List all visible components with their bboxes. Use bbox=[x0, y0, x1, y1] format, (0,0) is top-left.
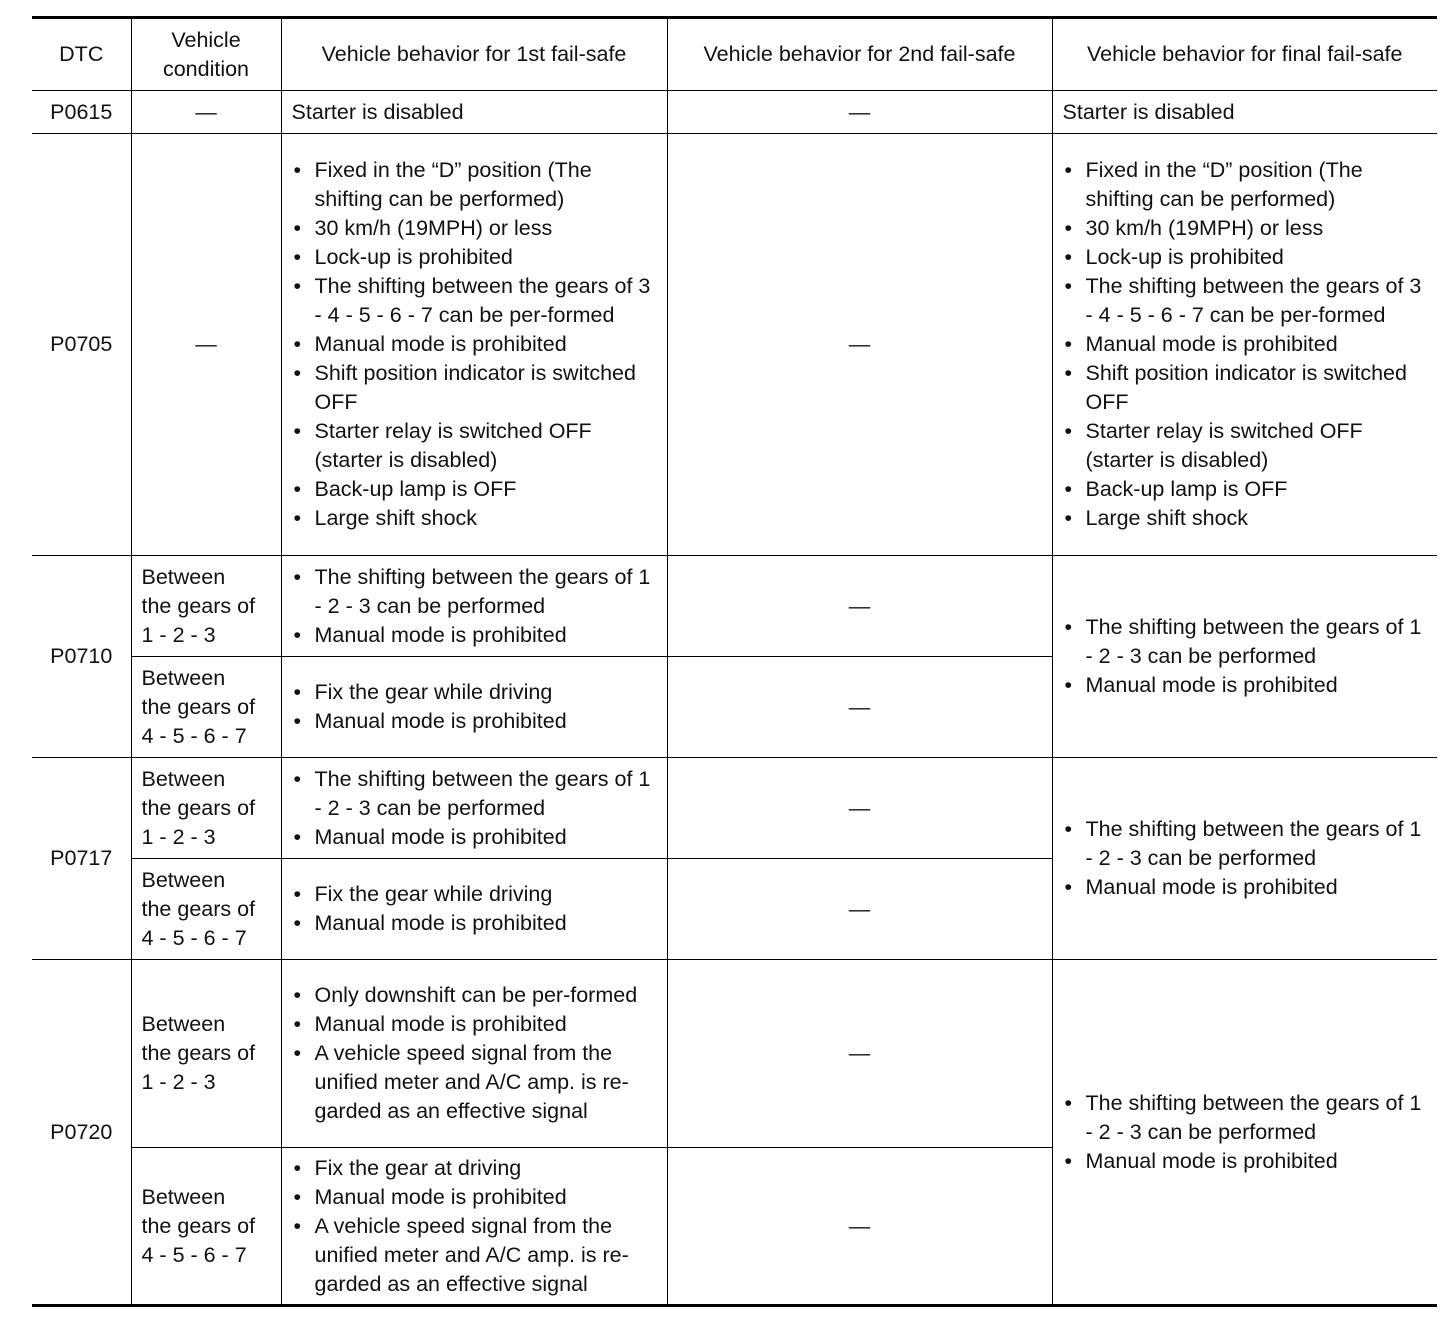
header-second-fail-safe: Vehicle behavior for 2nd fail-safe bbox=[667, 18, 1052, 91]
header-first-fail-safe: Vehicle behavior for 1st fail-safe bbox=[281, 18, 667, 91]
header-dtc: DTC bbox=[32, 18, 131, 91]
bullet-item: • Manual mode is prohibited bbox=[292, 823, 657, 852]
second-fail-safe-text: — bbox=[667, 859, 1052, 960]
second-fail-safe-text: — bbox=[667, 556, 1052, 657]
bullet-item: • Fix the gear while driving bbox=[292, 678, 657, 707]
bullet-item: • Back-up lamp is OFF bbox=[292, 475, 657, 504]
bullet-item: • Manual mode is prohibited bbox=[1063, 873, 1428, 902]
vehicle-condition: Between the gears of 1 - 2 - 3 bbox=[131, 758, 281, 859]
bullet-item: • Starter relay is switched OFF (starter is disabled) bbox=[292, 417, 657, 475]
dtc-code: P0717 bbox=[32, 758, 131, 960]
bullet-item: • The shifting between the gears of 1 - 2 - 3 can be performed bbox=[1063, 1089, 1428, 1147]
bullet-item: • Manual mode is prohibited bbox=[292, 621, 657, 650]
second-fail-safe-text: — bbox=[667, 1148, 1052, 1306]
table-row-p0710-a bbox=[32, 556, 1437, 657]
bullet-item: • Shift position indicator is switched OFF bbox=[1063, 359, 1428, 417]
bullet-item: • Manual mode is prohibited bbox=[292, 909, 657, 938]
first-fail-safe-list bbox=[281, 657, 667, 758]
vehicle-condition: Between the gears of 4 - 5 - 6 - 7 bbox=[131, 1148, 281, 1306]
bullet-item: • Shift position indicator is switched OFF bbox=[292, 359, 657, 417]
bullet-item: • The shifting between the gears of 1 - 2 - 3 can be performed bbox=[1063, 815, 1428, 873]
bullet-item: • Fix the gear at driving bbox=[292, 1154, 657, 1183]
bullet-item: • Lock-up is prohibited bbox=[292, 243, 657, 272]
table-row-p0705 bbox=[32, 134, 1437, 556]
fail-safe-table bbox=[32, 16, 1437, 1307]
bullet-item: • Starter relay is switched OFF (starter is disabled) bbox=[1063, 417, 1428, 475]
dtc-code: P0615 bbox=[32, 91, 131, 134]
bullet-item: • Manual mode is prohibited bbox=[292, 707, 657, 736]
final-fail-safe-list bbox=[1052, 134, 1437, 556]
bullet-item: • The shifting between the gears of 3 - 4 - 5 - 6 - 7 can be per-formed bbox=[1063, 272, 1428, 330]
second-fail-safe-text: — bbox=[667, 657, 1052, 758]
bullet-item: • Large shift shock bbox=[292, 504, 657, 533]
first-fail-safe-list bbox=[281, 1148, 667, 1306]
bullet-item: • The shifting between the gears of 1 - 2 - 3 can be performed bbox=[1063, 613, 1428, 671]
vehicle-condition: Between the gears of 4 - 5 - 6 - 7 bbox=[131, 859, 281, 960]
first-fail-safe-list bbox=[281, 134, 667, 556]
final-fail-safe-list bbox=[1052, 758, 1437, 960]
vehicle-condition: — bbox=[131, 134, 281, 556]
vehicle-condition: — bbox=[131, 91, 281, 134]
vehicle-condition: Between the gears of 1 - 2 - 3 bbox=[131, 556, 281, 657]
bullet-item: • Manual mode is prohibited bbox=[1063, 330, 1428, 359]
second-fail-safe-text: — bbox=[667, 134, 1052, 556]
second-fail-safe-text: — bbox=[667, 960, 1052, 1148]
bullet-item: • 30 km/h (19MPH) or less bbox=[292, 214, 657, 243]
header-vehicle-condition: Vehicle condition bbox=[131, 18, 281, 91]
bullet-item: • Manual mode is prohibited bbox=[1063, 671, 1428, 700]
bullet-item: • The shifting between the gears of 3 - 4 - 5 - 6 - 7 can be per-formed bbox=[292, 272, 657, 330]
bullet-item: • A vehicle speed signal from the unified meter and A/C amp. is re-garded as an effective signal bbox=[292, 1212, 657, 1299]
header-final-fail-safe: Vehicle behavior for final fail-safe bbox=[1052, 18, 1437, 91]
bullet-item: • Manual mode is prohibited bbox=[292, 330, 657, 359]
first-fail-safe-list bbox=[281, 960, 667, 1148]
header-row bbox=[32, 18, 1437, 91]
first-fail-safe-list bbox=[281, 556, 667, 657]
second-fail-safe-text: — bbox=[667, 91, 1052, 134]
final-fail-safe-list bbox=[1052, 960, 1437, 1306]
bullet-item: • Back-up lamp is OFF bbox=[1063, 475, 1428, 504]
bullet-item: • Fix the gear while driving bbox=[292, 880, 657, 909]
first-fail-safe-list bbox=[281, 758, 667, 859]
second-fail-safe-text: — bbox=[667, 758, 1052, 859]
bullet-item: • The shifting between the gears of 1 - 2 - 3 can be performed bbox=[292, 563, 657, 621]
bullet-item: • Only downshift can be per-formed bbox=[292, 981, 657, 1010]
bullet-item: • Manual mode is prohibited bbox=[292, 1010, 657, 1039]
table-row-p0717-a bbox=[32, 758, 1437, 859]
bullet-item: • A vehicle speed signal from the unified meter and A/C amp. is re-garded as an effective signal bbox=[292, 1039, 657, 1126]
bullet-item: • Fixed in the “D” position (The shifting can be performed) bbox=[1063, 156, 1428, 214]
final-fail-safe-list bbox=[1052, 556, 1437, 758]
table-row-p0615 bbox=[32, 91, 1437, 134]
vehicle-condition: Between the gears of 4 - 5 - 6 - 7 bbox=[131, 657, 281, 758]
final-fail-safe-text: Starter is disabled bbox=[1052, 91, 1437, 134]
bullet-item: • The shifting between the gears of 1 - 2 - 3 can be performed bbox=[292, 765, 657, 823]
bullet-item: • Manual mode is prohibited bbox=[292, 1183, 657, 1212]
bullet-item: • 30 km/h (19MPH) or less bbox=[1063, 214, 1428, 243]
bullet-item: • Lock-up is prohibited bbox=[1063, 243, 1428, 272]
first-fail-safe-text: Starter is disabled bbox=[281, 91, 667, 134]
bullet-item: • Manual mode is prohibited bbox=[1063, 1147, 1428, 1176]
dtc-code: P0705 bbox=[32, 134, 131, 556]
bullet-item: • Large shift shock bbox=[1063, 504, 1428, 533]
table-row-p0720-a bbox=[32, 960, 1437, 1148]
vehicle-condition: Between the gears of 1 - 2 - 3 bbox=[131, 960, 281, 1148]
bullet-item: • Fixed in the “D” position (The shifting can be performed) bbox=[292, 156, 657, 214]
first-fail-safe-list bbox=[281, 859, 667, 960]
dtc-code: P0710 bbox=[32, 556, 131, 758]
dtc-code: P0720 bbox=[32, 960, 131, 1306]
